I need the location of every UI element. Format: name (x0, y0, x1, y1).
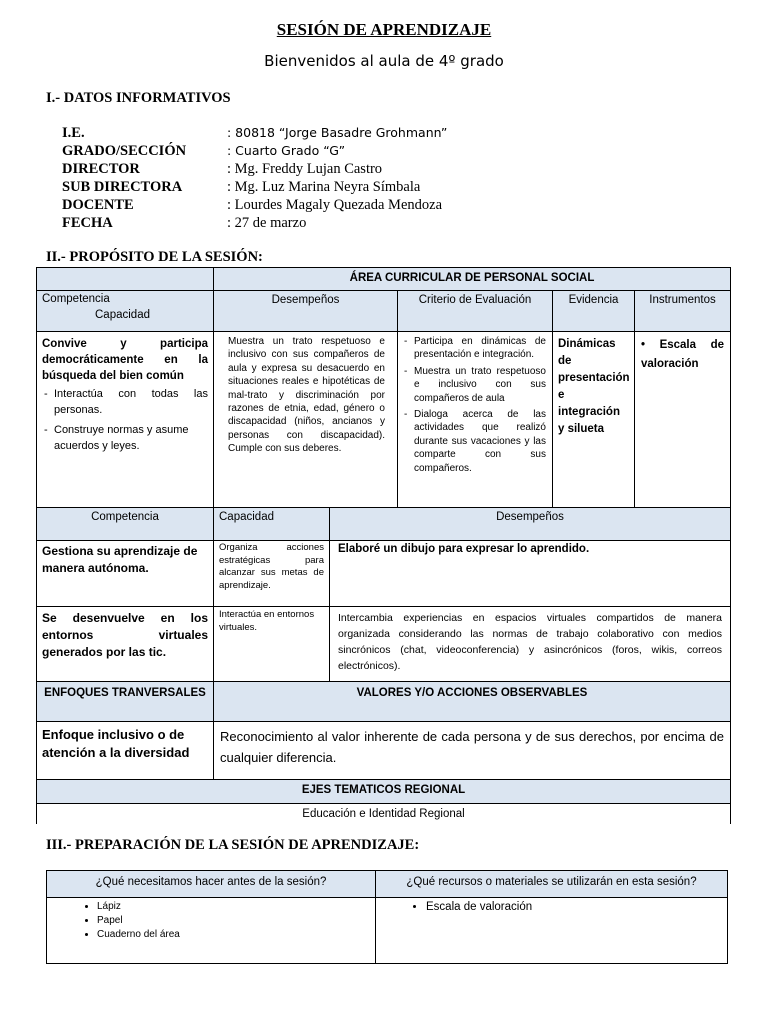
list-item: • Lápiz (97, 900, 375, 914)
page-subtitle: Bienvenidos al aula de 4º grado (264, 52, 504, 70)
info-row (62, 196, 447, 214)
info-row (62, 124, 447, 142)
competencia-capacidad-header (37, 291, 214, 332)
desempeno-cell-3: Intercambia experiencias en espacios virtuales compartidos de manera organizada considerando las normas de trabajo colaborativo con medios sincrónicos (chat, videoconferencia) y asincrónicos (foros, wikis, correos electrónicos). (330, 607, 731, 682)
criterio-header: Criterio de Evaluación (398, 291, 553, 332)
purpose-table (36, 267, 731, 824)
before-session-header: ¿Qué necesitamos hacer antes de la sesión? (47, 871, 376, 898)
eje-cell: Educación e Identidad Regional (37, 804, 731, 824)
competencia-cell-3: Se desenvuelve en los entornos virtuales generados por las tic. (37, 607, 214, 682)
info-row (62, 160, 447, 178)
section-1-heading: I.- DATOS INFORMATIVOS (46, 90, 231, 106)
info-value: : Mg. Luz Marina Neyra Símbala (227, 179, 421, 195)
list-item: • Papel (97, 914, 375, 928)
section-3-heading: III.- PREPARACIÓN DE LA SESIÓN DE APRENDIZAJE: (46, 837, 420, 853)
capacidad-cell-2: Organiza acciones estratégicas para alcanzar sus metas de aprendizaje. (214, 541, 330, 607)
competencia-cell (37, 332, 214, 508)
capacidad-cell-3: Interactúa en entornos virtuales. (214, 607, 330, 682)
info-value: : 27 de marzo (227, 215, 307, 231)
resources-list (376, 900, 727, 915)
enfoques-header: ENFOQUES TRANVERSALES (37, 682, 214, 722)
criterio-list (402, 335, 546, 475)
capacidad-header-2: Capacidad (214, 508, 330, 541)
info-list (62, 124, 447, 232)
ejes-header: EJES TEMATICOS REGIONAL (37, 780, 731, 804)
before-session-cell (47, 898, 376, 963)
info-label: I.E. (62, 125, 85, 141)
preparation-table (46, 870, 728, 964)
criterio-cell (398, 332, 553, 508)
info-value: : 80818 “Jorge Basadre Grohmann” (227, 125, 448, 140)
valor-cell: Reconocimiento al valor inherente de cada persona y de sus derechos, por encima de cualquier diferencia. (214, 722, 731, 780)
list-item: - Participa en dinámicas de presentación e integración. (402, 335, 546, 362)
before-session-list (47, 900, 375, 942)
list-item: • Escala de valoración (426, 900, 727, 915)
desempenos-header: Desempeños (214, 291, 398, 332)
list-item: - Muestra un trato respetuoso e inclusivo con sus compañeros de aula (402, 365, 546, 405)
list-item: - Interactúa con todas las personas. (42, 386, 208, 418)
page-title: SESIÓN DE APRENDIZAJE (276, 20, 492, 39)
info-value: : Cuarto Grado “G” (227, 143, 346, 158)
info-label: DOCENTE (62, 197, 134, 213)
desempeno-cell-2: Elaboré un dibujo para expresar lo aprendido. (330, 541, 731, 607)
desempeno-cell: Muestra un trato respetuoso e inclusivo con sus compañeros de aula y expresa su desacuerdo en situaciones reales e hipotéticas de mal-trato y discriminación por razones de etnia, edad, género o discapacidad (niños, ancianos y personas con discapacidad). Cumple con sus deberes. (214, 332, 398, 508)
competencia-header: Competencia (42, 293, 110, 305)
desempenos-header-2: Desempeños (330, 508, 731, 541)
info-label: SUB DIRECTORA (62, 179, 183, 195)
capacidad-header: Capacidad (95, 309, 150, 321)
list-item: - Dialoga acerca de las actividades que realizó durante sus vacaciones y las comparte con sus compañeros. (402, 408, 546, 475)
enfoque-cell: Enfoque inclusivo o de atención a la diversidad (37, 722, 214, 780)
info-value: : Lourdes Magaly Quezada Mendoza (227, 197, 443, 213)
info-row (62, 214, 447, 232)
competencia-cell-2: Gestiona su aprendizaje de manera autónoma. (37, 541, 214, 607)
list-item: • Cuaderno del área (97, 928, 375, 942)
resources-header: ¿Qué recursos o materiales se utilizarán en esta sesión? (376, 871, 727, 898)
info-value: : Mg. Freddy Lujan Castro (227, 161, 383, 177)
resources-cell (376, 898, 727, 963)
evidencia-header: Evidencia (553, 291, 635, 332)
info-row (62, 178, 447, 196)
valores-header: VALORES Y/O ACCIONES OBSERVABLES (214, 682, 731, 722)
info-label: FECHA (62, 215, 113, 231)
blank-header-cell (37, 268, 214, 291)
instrumento-cell: • Escala de valoración (635, 332, 731, 508)
evidencia-cell: Dinámicas de presentación e integración y silueta (553, 332, 635, 508)
instrumentos-header: Instrumentos (635, 291, 731, 332)
competencia-text: Convive y participa democráticamente en la búsqueda del bien común (42, 338, 208, 382)
capacidad-list (42, 386, 208, 454)
competencia-header-2: Competencia (37, 508, 214, 541)
info-label: DIRECTOR (62, 161, 140, 177)
area-title: ÁREA CURRICULAR DE PERSONAL SOCIAL (214, 268, 731, 291)
info-row (62, 142, 447, 160)
list-item: - Construye normas y asume acuerdos y leyes. (42, 422, 208, 454)
section-2-heading: II.- PROPÓSITO DE LA SESIÓN: (46, 249, 263, 265)
info-label: GRADO/SECCIÓN (62, 143, 187, 159)
